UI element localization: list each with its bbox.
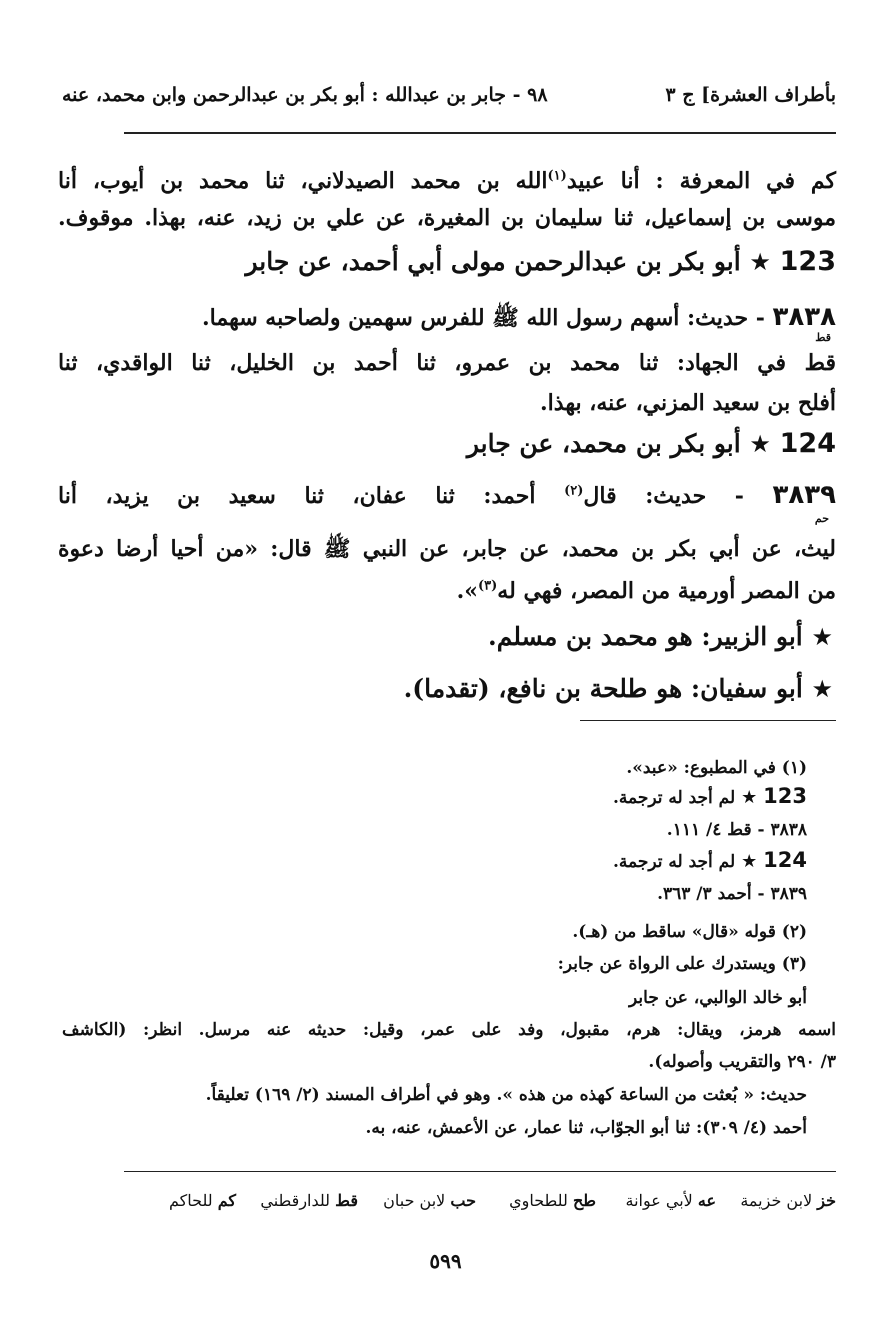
body-line-9: من المصر أورمية من المصر، فهي له$^{(٣)}$». (456, 578, 836, 604)
legend-item: طح للطحاوي (509, 1191, 596, 1210)
star-icon: ★ (741, 787, 758, 808)
header-rule (124, 132, 836, 134)
note-abu-zubayr: ★ أبو الزبير: هو محمد بن مسلم. (488, 622, 833, 651)
entry-heading-123 (245, 246, 836, 277)
entry-title: أبو بكر بن محمد، عن جابر (466, 429, 741, 458)
footnote-3-bio: اسمه هرمز، ويقال: هرم، مقبول، وفد على عمر، وقيل: حديثه عنه مرسل. انظر: (الكاشف (62, 1020, 836, 1040)
star-icon: ★ (811, 623, 833, 651)
hadith-number: ٣٨٣٩ (772, 480, 837, 510)
note-abu-sufyan: ★ أبو سفيان: هو طلحة بن نافع، (تقدما). (403, 674, 833, 703)
abbreviation-legend (62, 1191, 836, 1217)
footnote-124: 124 ★ لم أجد له ترجمة. (612, 848, 807, 872)
footnote-3-ref: ٣/ ٢٩٠ والتقريب وأصوله). (648, 1052, 836, 1072)
body-line-2: موسى بن إسماعيل، ثنا سليمان بن المغيرة، عن علي بن زيد، عنه، بهذا. موقوف. (58, 205, 836, 231)
footnote-1: (١) في المطبوع: «عبد». (626, 758, 807, 778)
legend-item: خز لابن خزيمة (740, 1191, 836, 1210)
star-icon: ★ (741, 851, 758, 872)
source-symbol-hm: حم (814, 512, 829, 525)
entry-number: 123 (779, 246, 836, 277)
body-line-5: قط في الجهاد: ثنا محمد بن عمرو، ثنا أحمد بن الخليل، ثنا الواقدي، ثنا (58, 350, 836, 376)
header-book-title: بأطراف العشرة] ج ٣ (665, 84, 836, 106)
hadith-number: ٣٨٣٨ (772, 302, 836, 332)
hadith-3839: ٣٨٣٩ - حديث: قال$^{(٢)}$ أحمد: ثنا عفان، ثنا سعيد بن يزيد، أنا (58, 480, 837, 510)
star-icon: ★ (749, 430, 771, 458)
legend-item: قط للدارقطني (260, 1191, 358, 1210)
footnote-2: (٢) قوله «قال» ساقط من (هـ). (572, 922, 807, 942)
footnote-3838: ٣٨٣٨ - قط ٤/ ١١١. (666, 820, 807, 840)
legend-item: حب لابن حبان (383, 1191, 476, 1210)
entry-title: أبو بكر بن عبدالرحمن مولى أبي أحمد، عن جابر (245, 247, 741, 276)
star-icon: ★ (749, 248, 771, 276)
source-symbol-qt: قط (815, 331, 831, 344)
hadith-text: - حديث: أسهم رسول الله ﷺ للفرس سهمين ولصاحبه سهما. (201, 305, 765, 331)
footnote-3839: ٣٨٣٩ - أحمد ٣/ ٣٦٣. (657, 884, 807, 904)
footnote-3: (٣) ويستدرك على الرواة عن جابر: (557, 954, 807, 974)
body-line-1: كم في المعرفة : أنا عبيد$^{(١)}$الله بن محمد الصيدلاني، ثنا محمد بن أيوب، أنا (58, 168, 836, 194)
legend-item: عه لأبي عوانة (625, 1191, 716, 1210)
footnote-separator (580, 720, 836, 721)
page-number: ٥٩٩ (429, 1249, 462, 1273)
entry-heading-124 (467, 428, 836, 459)
footnote-3-narrator: أبو خالد الوالبي، عن جابر (629, 988, 807, 1008)
footnote-3-hadith: حديث: « بُعثت من الساعة كهذه من هذه ». وهو في أطراف المسند (٢/ ١٦٩) تعليقاً. (205, 1085, 807, 1105)
footnote-123: 123 ★ لم أجد له ترجمة. (612, 784, 807, 808)
entry-number: 124 (779, 428, 836, 459)
legend-item: كم للحاكم (169, 1191, 236, 1210)
running-header (62, 84, 836, 116)
star-icon: ★ (811, 675, 833, 703)
legend-rule (124, 1171, 836, 1172)
hadith-3838 (202, 302, 836, 336)
body-line-8: ليث، عن أبي بكر بن محمد، عن جابر، عن النبي ﷺ قال: «من أحيا أرضا دعوة (58, 536, 836, 562)
footnote-3-isnad: أحمد (٤/ ٣٠٩): ثنا أبو الجوّاب، ثنا عمار، عن الأعمش، عنه، به. (365, 1118, 807, 1138)
header-chapter-title: ٩٨ - جابر بن عبدالله : أبو بكر بن عبدالرحمن وابن محمد، عنه (62, 84, 548, 106)
body-line-6: أفلح بن سعيد المزني، عنه، بهذا. (540, 390, 836, 416)
